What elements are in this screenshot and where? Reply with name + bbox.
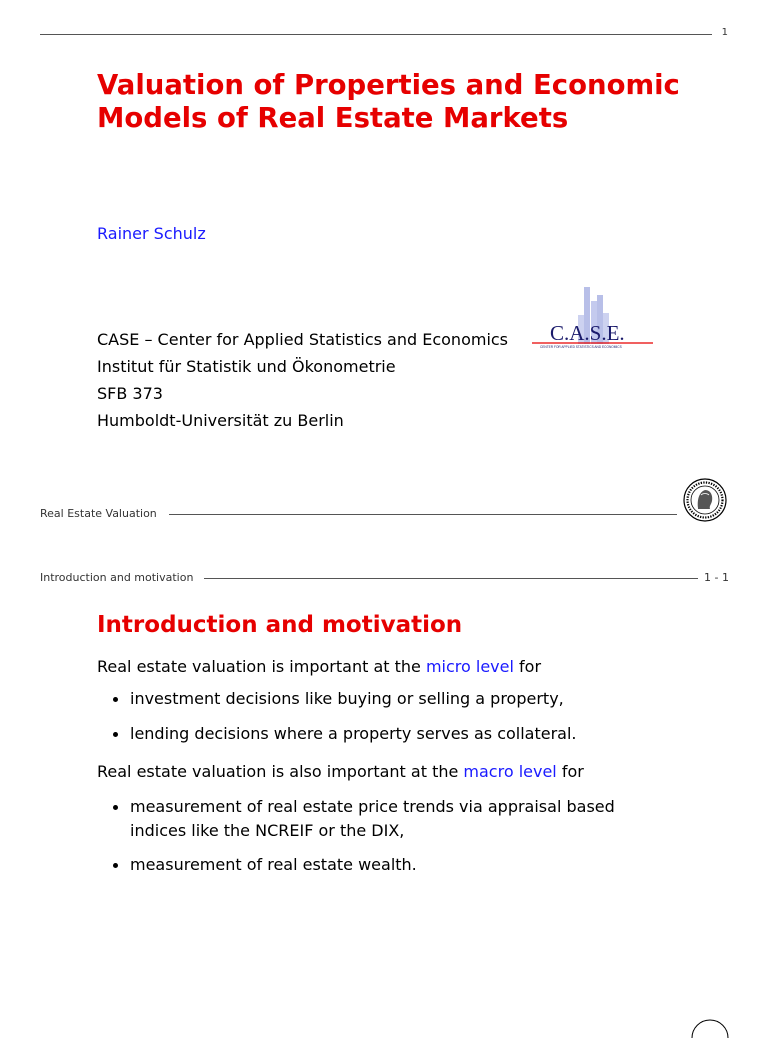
micro-tail-text: for	[513, 657, 542, 676]
macro-intro-paragraph	[97, 760, 584, 784]
bullet-dot	[113, 863, 118, 868]
affiliation-line: SFB 373	[97, 384, 163, 403]
list-item	[130, 687, 690, 711]
affiliation-line: Humboldt-Universität zu Berlin	[97, 411, 344, 430]
macro-level-link[interactable]: macro level	[463, 762, 557, 781]
micro-intro-paragraph	[97, 655, 541, 679]
list-item-text: lending decisions where a property serves as collateral.	[130, 724, 577, 743]
affiliation-line: CASE – Center for Applied Statistics and Economics	[97, 330, 509, 349]
section-header-label: Introduction and motivation	[40, 571, 194, 584]
case-logo	[530, 285, 655, 355]
page-number: 1 - 1	[704, 571, 729, 584]
bullet-dot	[113, 697, 118, 702]
affiliation-block	[97, 326, 508, 434]
author-name[interactable]: Rainer Schulz	[97, 224, 206, 243]
list-item-text: measurement of real estate wealth.	[130, 855, 417, 874]
top-rule	[40, 34, 712, 35]
list-item-text: investment decisions like buying or selling a property,	[130, 689, 564, 708]
bullet-dot	[113, 805, 118, 810]
university-seal-icon	[683, 478, 727, 522]
header-rule	[204, 578, 698, 579]
page-number: 1	[721, 27, 728, 38]
slide-title: Valuation of Properties and Economic Models of Real Estate Markets	[97, 69, 680, 134]
macro-intro-text: Real estate valuation is also important at the	[97, 762, 464, 781]
logo-text: C.A.S.E.	[550, 321, 625, 345]
university-seal-icon	[690, 1018, 730, 1038]
affiliation-line: Institut für Statistik und Ökonometrie	[97, 357, 396, 376]
micro-intro-text: Real estate valuation is important at the	[97, 657, 426, 676]
bullet-dot	[113, 732, 118, 737]
list-item	[130, 795, 670, 843]
footer-rule	[169, 514, 677, 515]
logo-subtext: CENTER FOR APPLIED STATISTICS AND ECONOMICS	[540, 345, 622, 349]
section-heading: Introduction and motivation	[97, 612, 463, 638]
footer-label: Real Estate Valuation	[40, 507, 157, 520]
list-item-text: measurement of real estate price trends via appraisal based indices like the NCREIF or the DIX,	[130, 797, 615, 840]
macro-tail-text: for	[556, 762, 584, 781]
list-item	[130, 722, 690, 746]
list-item	[130, 853, 690, 877]
micro-level-link[interactable]: micro level	[425, 657, 514, 676]
